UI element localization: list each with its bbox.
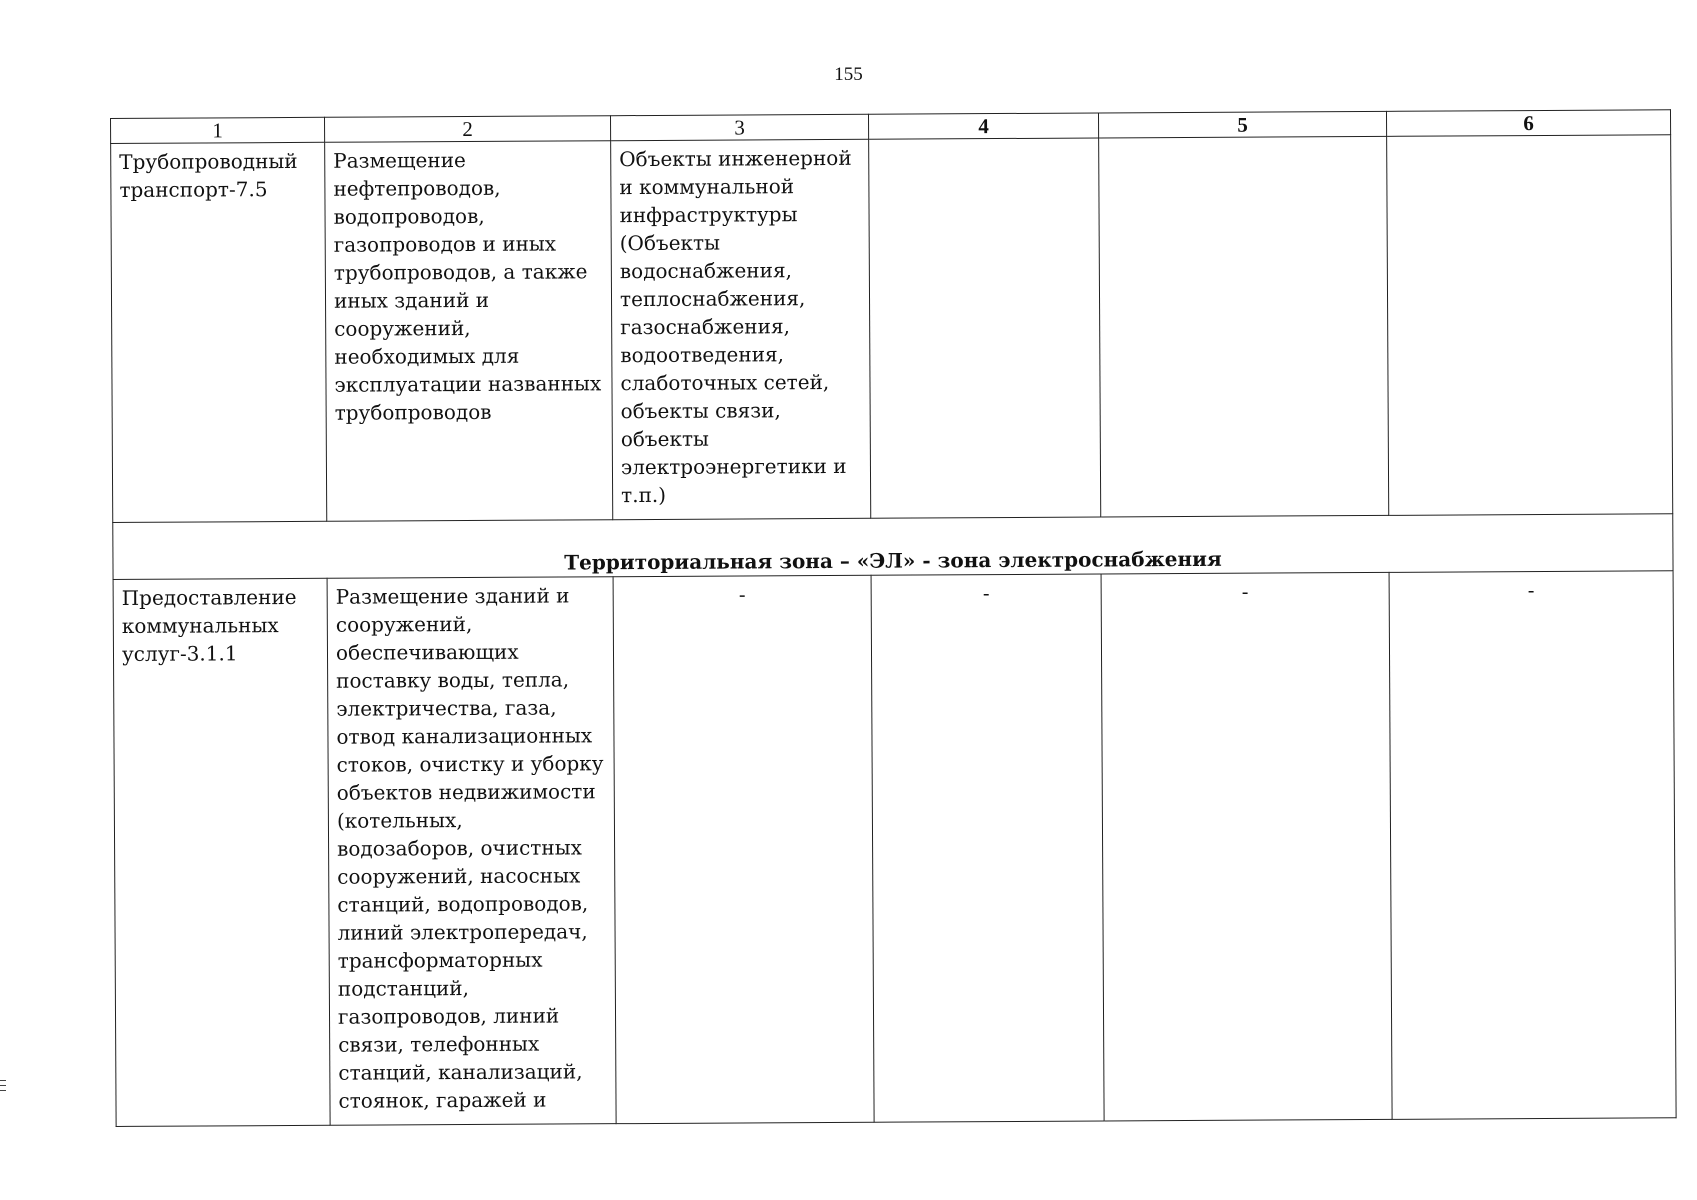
column-header-2: 2 bbox=[324, 116, 610, 143]
column-5-cell bbox=[1101, 572, 1392, 1121]
column-header-4: 4 bbox=[868, 113, 1098, 139]
column-6-cell bbox=[1387, 135, 1673, 516]
land-use-type-cell: Предоставление коммунальных услуг-3.1.1 bbox=[113, 578, 330, 1126]
column-4-cell bbox=[871, 574, 1104, 1122]
zone-title: Территориальная зона – «ЭЛ» - зона электроснабжения bbox=[113, 514, 1673, 580]
table-row bbox=[113, 571, 1676, 1127]
column-header-5: 5 bbox=[1098, 111, 1386, 138]
land-use-type-cell: Трубопроводный транспорт-7.5 bbox=[111, 142, 327, 522]
binding-mark bbox=[0, 1090, 6, 1091]
dash-mark: - bbox=[982, 581, 990, 606]
column-5-cell bbox=[1099, 136, 1389, 517]
column-header-6: 6 bbox=[1386, 110, 1670, 137]
binding-marks bbox=[0, 1080, 6, 1095]
zoning-table bbox=[110, 109, 1677, 1127]
page-number: 155 bbox=[834, 64, 863, 85]
table-row bbox=[111, 135, 1673, 523]
dash-mark: - bbox=[1527, 578, 1535, 603]
binding-mark bbox=[0, 1085, 6, 1086]
dash-mark: - bbox=[738, 582, 746, 607]
column-3-cell bbox=[613, 575, 874, 1123]
column-header-3: 3 bbox=[610, 114, 868, 140]
column-6-cell bbox=[1389, 571, 1676, 1120]
binding-mark bbox=[0, 1080, 6, 1081]
permitted-objects-cell: Объекты инженерной и коммунальной инфраструктуры (Объекты водоснабжения, теплоснабжения, газоснабжения, водоотведения, слаботочных сетей, объекты связи, объекты электроэнергетики и т.п.) bbox=[611, 139, 871, 519]
land-use-description-cell: Размещение зданий и сооружений, обеспечивающих поставку воды, тепла, электричества, газа, отвод канализационных стоков, очистку и уборку объектов недвижимости (котельных, водозаборов, очистных сооружений, насосных станций, водопроводов, линий электропередач, трансформаторных подстанций, газопроводов, линий связи, телефонных станций, канализаций, стоянок, гаражей и bbox=[327, 577, 616, 1126]
dash-mark: - bbox=[1241, 579, 1249, 604]
column-4-cell bbox=[869, 138, 1101, 518]
column-header-1: 1 bbox=[111, 117, 325, 143]
zone-title-row bbox=[113, 514, 1673, 580]
land-use-description-cell: Размещение нефтепроводов, водопроводов, газопроводов и иных трубопроводов, а также иных зданий и сооружений, необходимых для эксплуатации названных трубопроводов bbox=[325, 141, 613, 522]
